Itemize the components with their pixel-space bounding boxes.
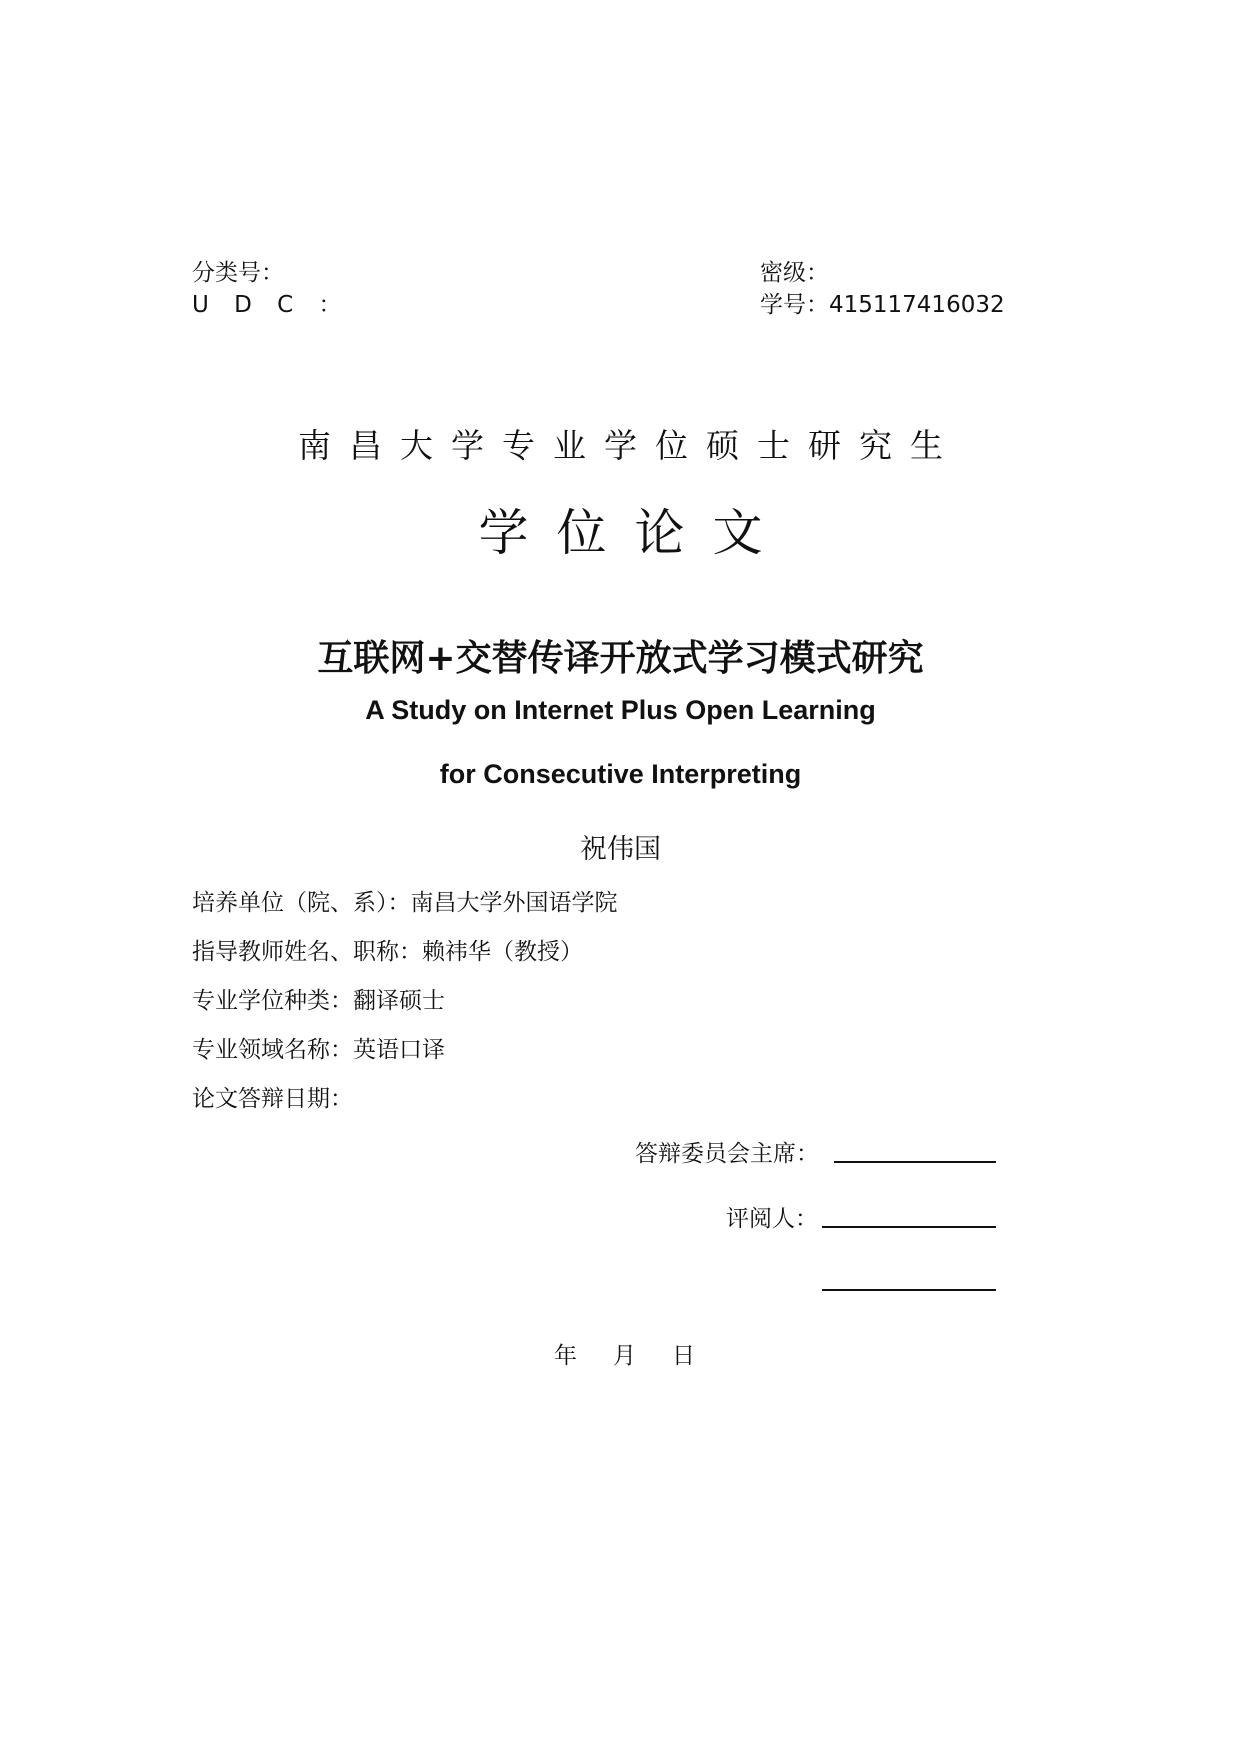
date-month: 月 xyxy=(613,1343,636,1369)
date-row xyxy=(554,1337,731,1370)
advisor-info: 指导教师姓名、职称：赖祎华（教授） xyxy=(192,939,583,965)
date-year: 年 xyxy=(554,1343,577,1369)
secret-level-label: 密级： xyxy=(760,260,829,286)
reviewer-signature-line-1 xyxy=(822,1226,996,1228)
reviewer-label: 评阅人： xyxy=(726,1206,818,1232)
chinese-thesis-title: 互联网+交替传译开放式学习模式研究 xyxy=(317,638,924,679)
committee-chair-signature-line xyxy=(834,1161,996,1163)
author-name: 祝伟国 xyxy=(580,834,661,865)
professional-field: 专业领域名称：英语口译 xyxy=(192,1037,445,1063)
defense-date-label: 论文答辩日期： xyxy=(192,1086,353,1112)
university-degree-line: 南昌大学专业学位硕士研究生 xyxy=(298,426,961,465)
student-id-value: 415117416032 xyxy=(829,292,1005,318)
degree-type: 专业学位种类：翻译硕士 xyxy=(192,988,445,1014)
date-day: 日 xyxy=(672,1343,695,1369)
committee-chair-label: 答辩委员会主席： xyxy=(635,1141,819,1167)
udc-label: U D C ： xyxy=(192,292,351,318)
classification-number-label: 分类号： xyxy=(192,260,284,286)
english-title-line-1: A Study on Internet Plus Open Learning xyxy=(365,695,876,725)
student-id-label: 学号： xyxy=(760,292,829,318)
student-id xyxy=(760,290,1005,320)
english-title-line-2: for Consecutive Interpreting xyxy=(439,759,802,789)
training-unit: 培养单位（院、系）：南昌大学外国语学院 xyxy=(192,890,618,916)
reviewer-signature-line-2 xyxy=(822,1289,996,1291)
thesis-type-title: 学位论文 xyxy=(478,504,791,562)
